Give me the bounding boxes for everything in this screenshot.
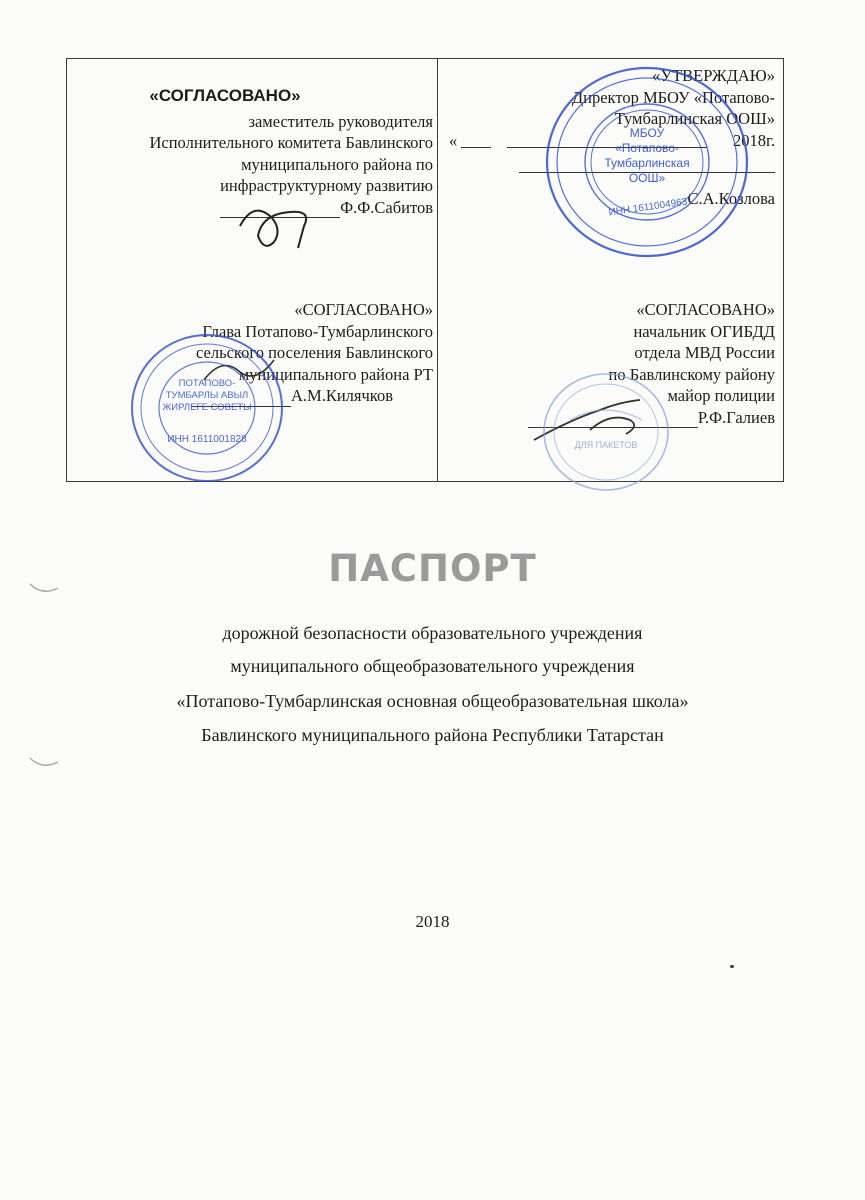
document-year: 2018 [415,912,450,931]
stamp-center-text: ПОТАПОВО-ТУМБАРЛЫ АВЫЛ ЖИРЛЕГЕ СОВЕТЫ [162,378,252,413]
date-year: 2018г. [732,130,775,150]
date-day-line [461,147,491,148]
approval-line: муниципального района по [241,154,433,174]
approval-line: отдела МВД России [634,343,775,362]
date-open-quote: « [449,130,458,150]
approval-line: сельского поселения Бавлинского [196,343,433,362]
stamp-center-text: МБОУ «Потапово-Тумбарлинская ООШ» [604,126,690,185]
approval-line: Исполнительного комитета Бавлинского [149,133,433,152]
signature-sabitov [234,196,324,256]
stamp-inn-text: ИНН 1611001828 [167,434,247,445]
document-title: ПАСПОРТ [328,547,537,590]
approval-heading: «СОГЛАСОВАНО» [149,86,301,105]
police-stamp [540,370,672,494]
subtitle-line: «Потапово-Тумбарлинская основная общеобразовательная школа» [176,691,689,711]
subtitle-line: дорожной безопасности образовательного учреждения [222,623,643,643]
punch-mark-bottom [28,752,64,772]
subtitle-line: муниципального общеобразовательного учреждения [230,656,635,676]
signatory-name: С.А.Козлова [687,188,775,208]
approval-line: инфраструктурному развитию [220,176,433,195]
stamp-center-text: ДЛЯ ПАКЕТОВ [574,440,638,450]
approval-line: муниципального района РТ [238,364,433,384]
approval-line: майор полиции [667,386,775,405]
signatory-name: А.М.Килячков [290,386,393,405]
stamp-inn-text: ИНН 1611004963 [607,196,689,219]
village-council-stamp [128,330,286,486]
stamp-icon [540,370,672,494]
approval-line: Тумбарлинская ООШ» [614,109,775,128]
paper-speck [730,965,734,968]
approval-line: начальник ОГИБДД [633,321,775,341]
approval-heading: «УТВЕРЖДАЮ» [652,66,775,85]
table-divider [437,59,438,481]
approval-line: по Бавлинскому району [608,364,775,384]
approval-line: Глава Потапово-Тумбарлинского [202,321,433,341]
approval-heading: «СОГЛАСОВАНО» [294,300,433,319]
approval-line: Директор МБОУ «Потапово- [571,87,775,107]
approval-line: заместитель руководителя [248,111,433,131]
subtitle-line: Бавлинского муниципального района Республики Татарстан [201,725,664,745]
signatory-name: Ф.Ф.Сабитов [340,197,433,217]
school-stamp [542,62,752,262]
signatory-name: Р.Ф.Галиев [697,407,775,427]
approval-heading: «СОГЛАСОВАНО» [636,300,775,319]
